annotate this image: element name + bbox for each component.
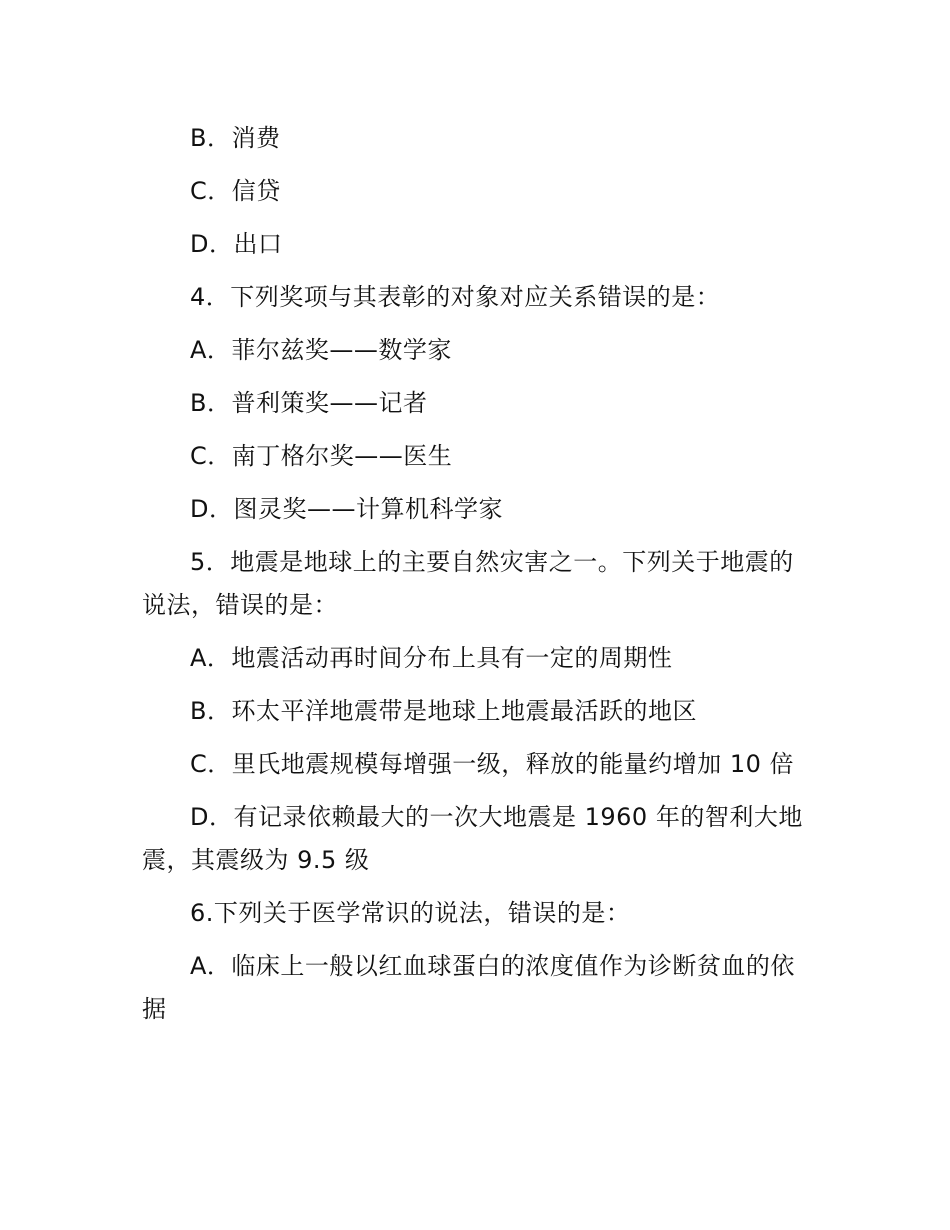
q5-stem-line1: 5．地震是地球上的主要自然灾害之一。下列关于地震的 [190, 548, 794, 576]
q3-option-d: D．出口 [190, 230, 283, 258]
q5-option-c: C．里氏地震规模每增强一级，释放的能量约增加 10 倍 [190, 750, 795, 778]
q5-option-a: A．地震活动再时间分布上具有一定的周期性 [190, 644, 673, 672]
q5-option-d-line1: D．有记录依赖最大的一次大地震是 1960 年的智利大地 [190, 803, 803, 831]
q4-option-a: A．菲尔兹奖——数学家 [190, 336, 452, 364]
q6-option-a-line2: 据 [142, 995, 167, 1023]
q4-option-b: B．普利策奖——记者 [190, 389, 428, 417]
q4-option-d: D．图灵奖——计算机科学家 [190, 495, 503, 523]
q3-option-c: C．信贷 [190, 177, 281, 205]
q3-option-b: B．消费 [190, 124, 281, 152]
q4-option-c: C．南丁格尔奖——医生 [190, 442, 453, 470]
q4-stem: 4．下列奖项与其表彰的对象对应关系错误的是： [190, 283, 721, 311]
q6-option-a-line1: A．临床上一般以红血球蛋白的浓度值作为诊断贫血的依 [190, 952, 795, 980]
q6-stem: 6.下列关于医学常识的说法，错误的是： [190, 899, 631, 927]
q5-option-b: B．环太平洋地震带是地球上地震最活跃的地区 [190, 697, 697, 725]
q5-option-d-line2: 震，其震级为 9.5 级 [142, 846, 370, 874]
q5-stem-line2: 说法，错误的是： [142, 591, 338, 619]
